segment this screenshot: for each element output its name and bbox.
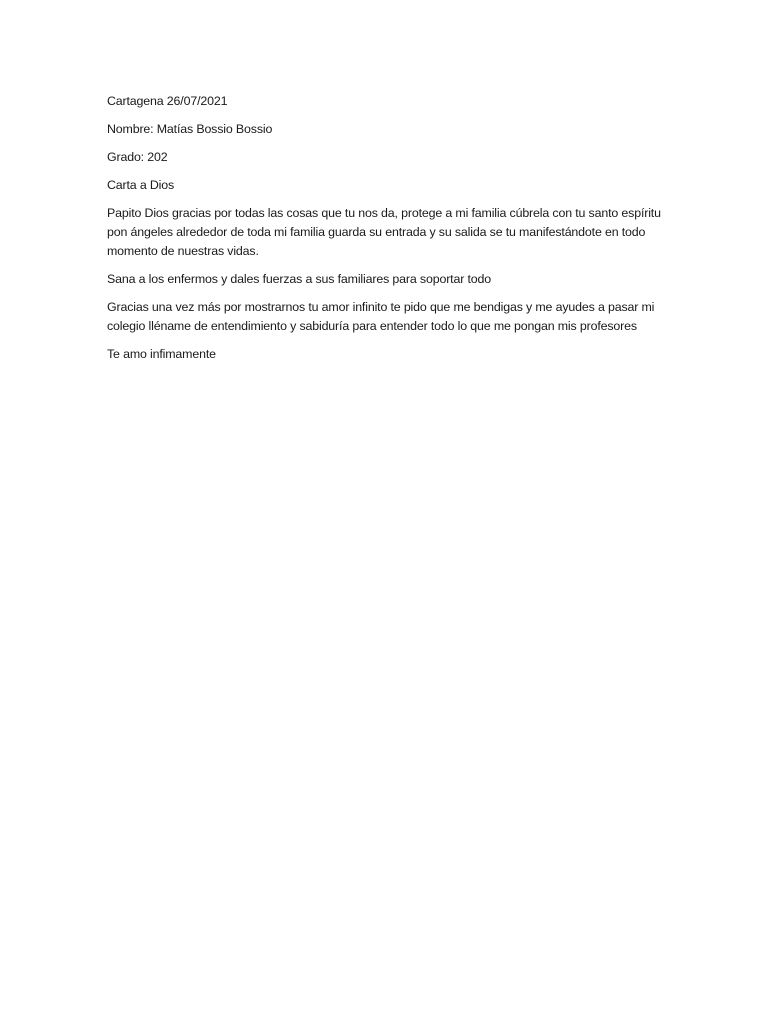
letter-body bbox=[107, 92, 667, 373]
paragraph-request: Gracias una vez más por mostrarnos tu amor infinito te pido que me bendigas y me ayudes a pasar mi colegio lléname de entendimiento y sabiduría para entender todo lo que me pongan mis profesores bbox=[107, 300, 655, 333]
name-line: Nombre: Matías Bossio Bossio bbox=[107, 122, 273, 136]
date-line: Cartagena 26/07/2021 bbox=[107, 94, 228, 108]
letter-title: Carta a Dios bbox=[107, 178, 175, 192]
grade-line: Grado: 202 bbox=[107, 150, 168, 164]
paragraph-gratitude: Papito Dios gracias por todas las cosas que tu nos da, protege a mi familia cúbrela con tu santo espíritu pon ángeles alrededor de toda mi familia guarda su entrada y su salida se tu manifestándote en todo momento de nuestras vidas. bbox=[107, 206, 661, 258]
closing-line: Te amo infimamente bbox=[107, 347, 216, 361]
paragraph-healing: Sana a los enfermos y dales fuerzas a sus familiares para soportar todo bbox=[107, 272, 491, 286]
